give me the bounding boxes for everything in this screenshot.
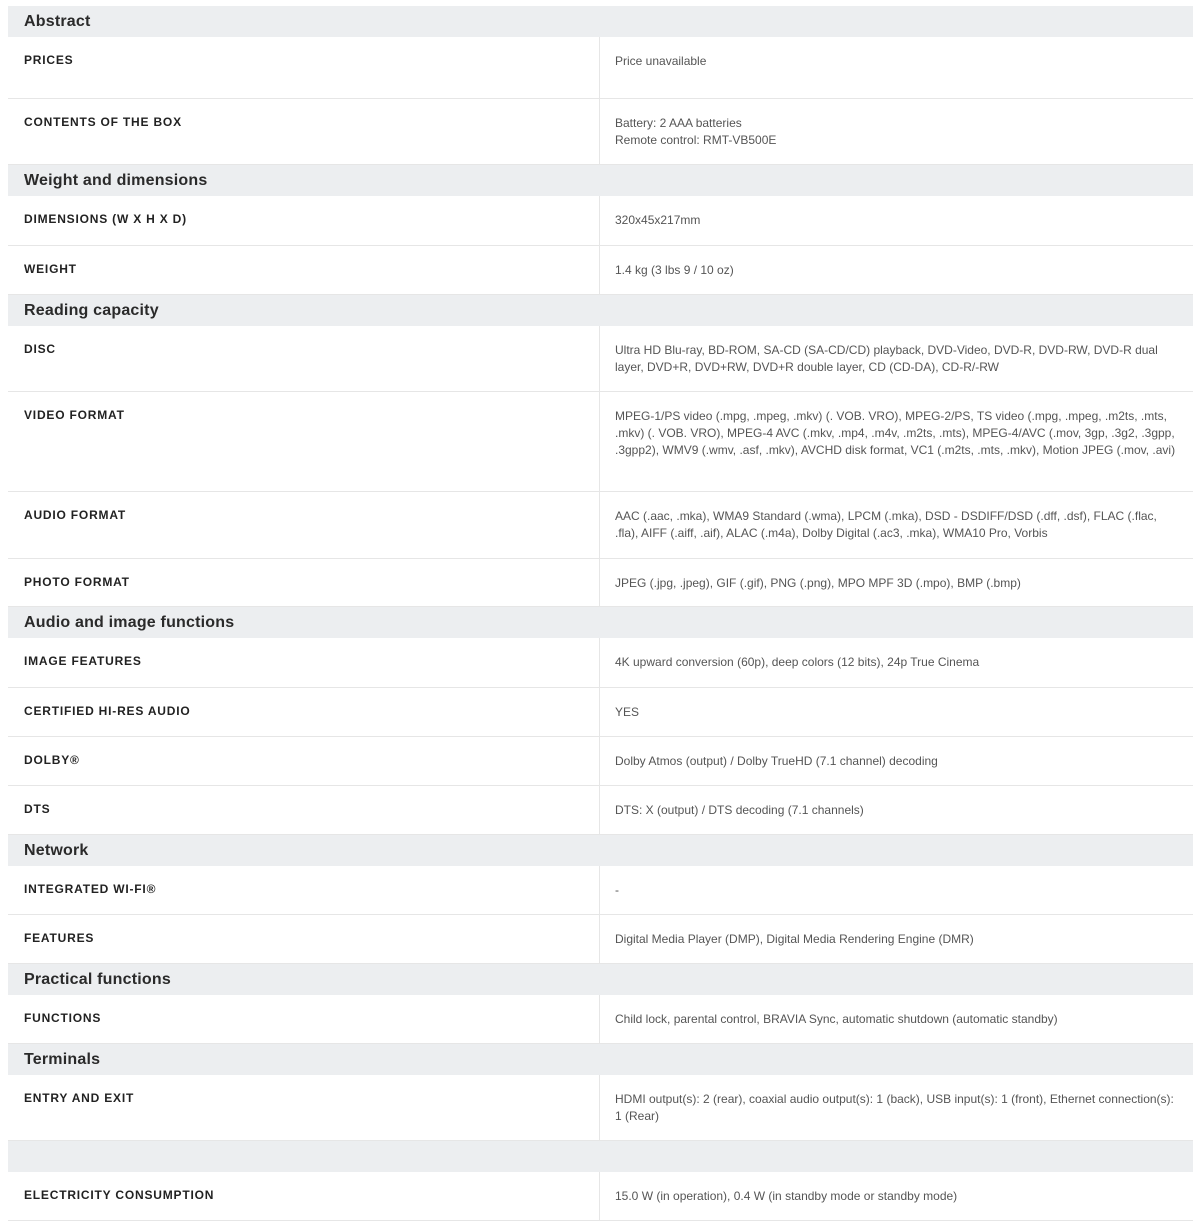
- spec-row: [8, 995, 1193, 1044]
- spec-value-line: HDMI output(s): 2 (rear), coaxial audio output(s): 1 (back), USB input(s): 1 (front), Ethernet connection(s): 1 (Rear): [615, 1092, 1174, 1123]
- section-header: Reading capacity: [8, 295, 1193, 326]
- section-header: Practical functions: [8, 964, 1193, 995]
- spec-row: [8, 866, 1193, 915]
- spec-label: AUDIO FORMAT: [8, 492, 600, 558]
- spec-value: [600, 995, 1193, 1043]
- spec-label: DISC: [8, 326, 600, 391]
- spec-value-line: Digital Media Player (DMP), Digital Media Rendering Engine (DMR): [615, 932, 974, 946]
- spec-label: FUNCTIONS: [8, 995, 600, 1043]
- spec-value: [600, 392, 1193, 491]
- spec-value-line: Battery: 2 AAA batteries: [615, 116, 742, 130]
- section-header: Weight and dimensions: [8, 165, 1193, 196]
- spec-value-line: DTS: X (output) / DTS decoding (7.1 channels): [615, 803, 864, 817]
- spec-row: [8, 392, 1193, 492]
- spec-label: IMAGE FEATURES: [8, 638, 600, 687]
- spec-value-line: Price unavailable: [615, 54, 707, 68]
- spec-value-line: 1.4 kg (3 lbs 9 / 10 oz): [615, 263, 734, 277]
- spec-value-line: 15.0 W (in operation), 0.4 W (in standby mode or standby mode): [615, 1189, 958, 1203]
- spec-label: CONTENTS OF THE BOX: [8, 99, 600, 164]
- spec-row: [8, 326, 1193, 392]
- spec-row: [8, 688, 1193, 737]
- spec-value-line: YES: [615, 705, 640, 719]
- spec-value-line: Dolby Atmos (output) / Dolby TrueHD (7.1 channel) decoding: [615, 754, 938, 768]
- spec-value: [600, 99, 1193, 164]
- spec-row: [8, 915, 1193, 964]
- section-header: Terminals: [8, 1044, 1193, 1075]
- spec-row: [8, 492, 1193, 559]
- spec-label: DIMENSIONS (W X H X D): [8, 196, 600, 245]
- spec-row: [8, 99, 1193, 165]
- spec-value: [600, 37, 1193, 98]
- spec-value: [600, 737, 1193, 785]
- spec-row: [8, 559, 1193, 607]
- spec-label: WEIGHT: [8, 246, 600, 294]
- spec-value: [600, 246, 1193, 294]
- spec-value: [600, 1172, 1193, 1220]
- spec-value: [600, 492, 1193, 558]
- spec-value-line: JPEG (.jpg, .jpeg), GIF (.gif), PNG (.png), MPO MPF 3D (.mpo), BMP (.bmp): [615, 576, 1021, 590]
- spec-label: PHOTO FORMAT: [8, 559, 600, 606]
- spec-row: [8, 638, 1193, 688]
- spec-value: [600, 688, 1193, 736]
- spec-value: [600, 559, 1193, 606]
- spec-value-line: Remote control: RMT-VB500E: [615, 133, 777, 147]
- spec-value: [600, 326, 1193, 391]
- spec-label: FEATURES: [8, 915, 600, 963]
- section-header: Abstract: [8, 6, 1193, 37]
- spec-label: INTEGRATED WI-FI®: [8, 866, 600, 914]
- section-header: Audio and image functions: [8, 607, 1193, 638]
- spec-value: [600, 196, 1193, 245]
- spec-value: [600, 786, 1193, 834]
- spec-row: [8, 37, 1193, 99]
- spec-value-line: Child lock, parental control, BRAVIA Sync, automatic shutdown (automatic standby): [615, 1012, 1058, 1026]
- spec-value-line: AAC (.aac, .mka), WMA9 Standard (.wma), LPCM (.mka), DSD - DSDIFF/DSD (.dff, .dsf), FLAC (.flac, .fla), AIFF (.aiff, .aif), ALAC (.m4a), Dolby Digital (.ac3, .mka), WMA10 Pro, Vorbis: [615, 509, 1157, 540]
- spec-label: VIDEO FORMAT: [8, 392, 600, 491]
- spec-row: [8, 737, 1193, 786]
- section-header: [8, 1141, 1193, 1172]
- spec-value: [600, 1075, 1193, 1140]
- spec-table: [8, 6, 1193, 1221]
- spec-label: DOLBY®: [8, 737, 600, 785]
- spec-value-line: -: [615, 883, 619, 897]
- spec-label: ELECTRICITY CONSUMPTION: [8, 1172, 600, 1220]
- spec-value-line: Ultra HD Blu-ray, BD-ROM, SA-CD (SA-CD/CD) playback, DVD-Video, DVD-R, DVD-RW, DVD-R dual layer, DVD+R, DVD+RW, DVD+R double layer, CD (CD-DA), CD-R/-RW: [615, 343, 1158, 374]
- spec-row: [8, 1172, 1193, 1221]
- spec-label: CERTIFIED HI-RES AUDIO: [8, 688, 600, 736]
- spec-value-line: 4K upward conversion (60p), deep colors (12 bits), 24p True Cinema: [615, 655, 980, 669]
- spec-label: PRICES: [8, 37, 600, 98]
- spec-row: [8, 196, 1193, 246]
- spec-value: [600, 638, 1193, 687]
- spec-value-line: MPEG-1/PS video (.mpg, .mpeg, .mkv) (. VOB. VRO), MPEG-2/PS, TS video (.mpg, .mpeg, .m2ts, .mts, .mkv) (. VOB. VRO), MPEG-4 AVC (.mkv, .mp4, .m4v, .m2ts, .mts), MPEG-4/AVC (.mov, 3gp, .3g2, .3gpp, .3gpp2), WMV9 (.wmv, .asf, .mkv), AVCHD disk format, VC1 (.m2ts, .mts, .mkv), Motion JPEG (.mov, .avi): [615, 409, 1176, 457]
- spec-row: [8, 786, 1193, 835]
- spec-label: ENTRY AND EXIT: [8, 1075, 600, 1140]
- spec-label: DTS: [8, 786, 600, 834]
- section-header: Network: [8, 835, 1193, 866]
- spec-value-line: 320x45x217mm: [615, 213, 701, 227]
- spec-row: [8, 1075, 1193, 1141]
- spec-value: [600, 915, 1193, 963]
- spec-value: [600, 866, 1193, 914]
- spec-row: [8, 246, 1193, 295]
